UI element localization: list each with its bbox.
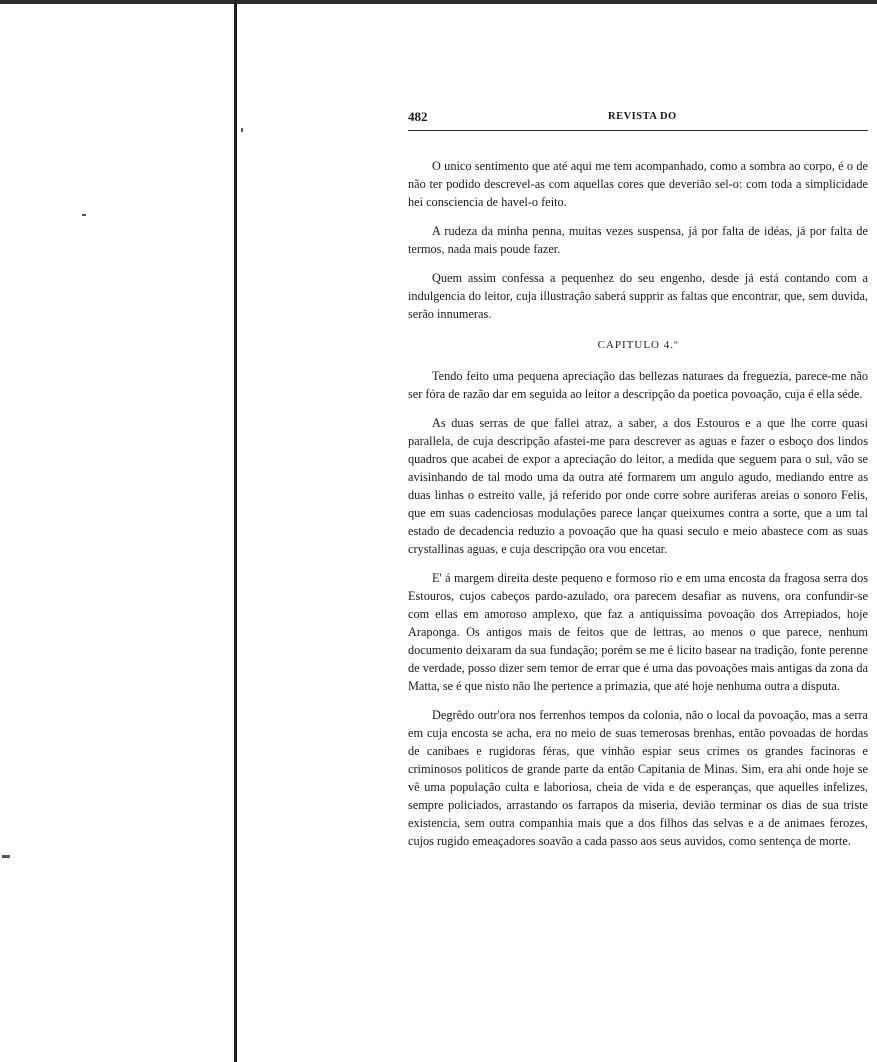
- page-number: 482: [408, 109, 428, 124]
- page-content: [408, 108, 868, 861]
- scan-speck: [2, 855, 10, 858]
- running-head: [408, 108, 868, 131]
- paragraph: Tendo feito uma pequena apreciação das bellezas naturaes da freguezia, parece-me não ser fóra de razão dar em seguida ao leitor a descripção da poetica povoação, cuja é ella séde.: [408, 369, 868, 401]
- journal-title: REVISTA DO: [608, 111, 677, 122]
- paragraph: As duas serras de que fallei atraz, a saber, a dos Estouros e a que lhe corre quasi parallela, de cuja descripção afastei-me para descrever as aguas e fazer o esboço dos lindos quadros que acabei de expor a apreciação do leitor, a medida que seguem para o sul, vão se avisinhando de tal modo uma da outra até formarem um angulo agudo, mediando entre as duas linhas o estreito valle, já referido por onde corre sobre auriferas areias o sonoro Felis, que em suas cadenciosas modulações parece lançar queixumes contra a sorte, que a um tal estado de decadencia reduzio a povoação que ha quasi seculo e meio abastece com as suas crystallinas aguas, e cuja descripção ora vou encetar.: [408, 416, 868, 556]
- body-text: [408, 157, 868, 850]
- binding-gutter-line: [234, 0, 237, 1062]
- paragraph: E' á margem direita deste pequeno e formoso rio e em uma encosta da fragosa serra dos Estouros, cujos cabeços pardo-azulado, ora parecem desafiar as nuvens, ora confundir-se com ellas em amoroso amplexo, que faz a antiquissima povoação dos Arrepiados, hoje Araponga. Os antigos mais de feitos que de lettras, ao menos o que parece, nenhum documento deixaram da sua fundação; porém se me é licito basear na tradição, fonte perenne de verdade, posso dizer sem temor de errar que é uma das povoações mais antigas da zona da Matta, se é que nisto não lhe pertence a primazia, que até hoje nenhuma outra a disputa.: [408, 571, 868, 693]
- chapter-heading: CAPITULO 4.º: [597, 339, 679, 351]
- paragraph: A rudeza da minha penna, muitas vezes suspensa, já por falta de idéas, já por falta de termos, nada mais poude fazer.: [408, 224, 868, 256]
- scan-speck: [241, 128, 243, 132]
- page-top-edge: [0, 0, 877, 4]
- paragraph: Quem assim confessa a pequenhez do seu engenho, desde já está contando com a indulgencia do leitor, cuja illustração saberá supprir as faltas que encontrar, que, sem duvida, serão innumeras.: [408, 271, 868, 321]
- paragraph: O unico sentimento que até aqui me tem acompanhado, como a sombra ao corpo, é o de não ter podido descrevel-as com aquellas cores que deverião sel-o: com toda a simplicidade hei consciencia de havel-o feito.: [408, 159, 868, 209]
- scan-speck: [82, 214, 86, 216]
- paragraph: Degrêdo outr'ora nos ferrenhos tempos da colonia, não o local da povoação, mas a serra em cuja encosta se acha, era no meio de suas temerosas brenhas, então povoadas de hordas de canibaes e rugidoras féras, que vinhão espiar seus crimes os grandes facinoras e criminosos politicos de grande parte da então Capitania de Minas. Sim, era ahi onde hoje se vê uma população culta e laboriosa, cheia de vida e de esperanças, que aquelles infelizes, sempre policiados, arrastando os farrapos da miseria, devião terminar os dias de sua triste existencia, sem outra companhia mais que a dos filhos das selvas e a de animaes ferozes, cujos rugido emeaçadores soavão a cada passo aos seus auvidos, como sentença de morte.: [408, 708, 868, 848]
